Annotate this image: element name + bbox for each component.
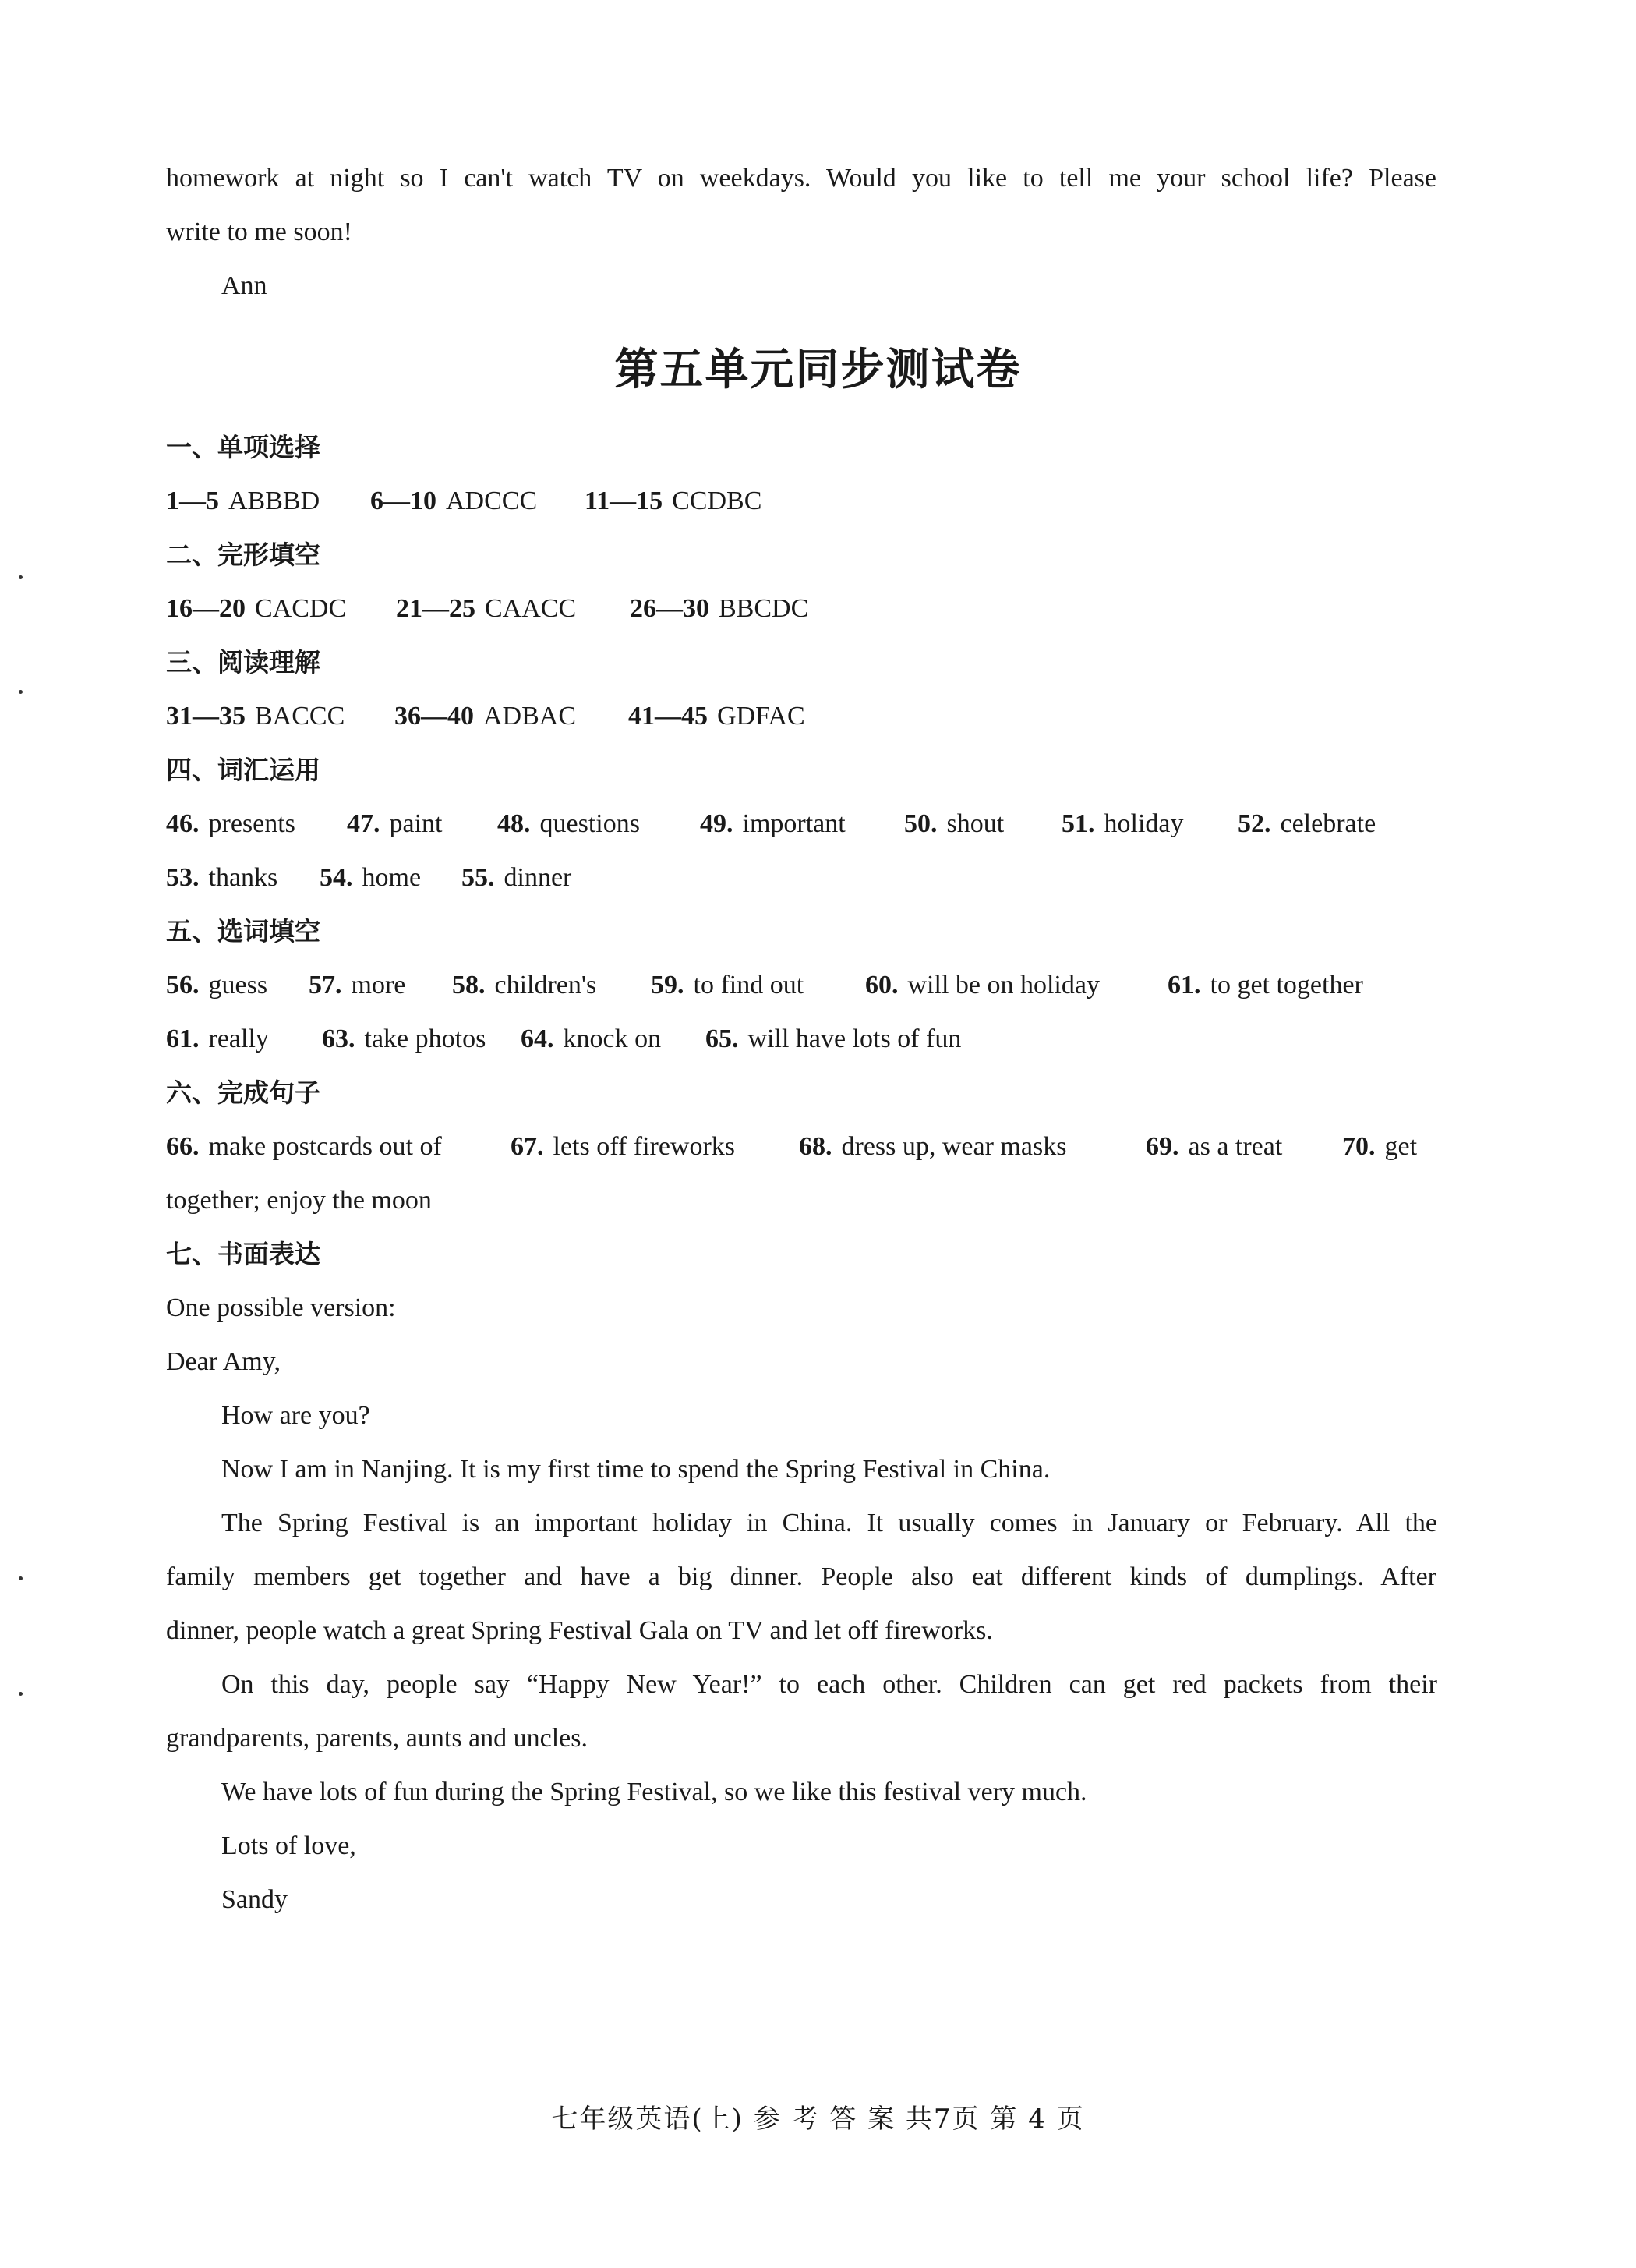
answer-item: 67. lets off fireworks [511, 1132, 736, 1161]
answer-item: 54. home [320, 863, 422, 892]
essay-line: grandparents, parents, aunts and uncles. [166, 1724, 588, 1753]
answer-item: 57. more [309, 971, 406, 1000]
page-footer: 七年级英语(上) 参 考 答 案 共7页 第 4 页 [551, 2103, 1085, 2135]
answer-item: 46. presents [166, 809, 295, 838]
answer-group: 21—25 CAACC [396, 594, 577, 623]
answer-item: 64. knock on [521, 1024, 662, 1053]
section-heading: 三、阅读理解 [166, 647, 320, 678]
essay-line: dinner, people watch a great Spring Festival Gala on TV and let off fireworks. [166, 1616, 993, 1645]
answer-item: 52. celebrate [1238, 809, 1376, 838]
margin-dot [19, 575, 23, 579]
essay-closing: Lots of love, [221, 1831, 356, 1860]
answer-continuation: together; enjoy the moon [166, 1186, 432, 1215]
answer-group: 11—15 CCDBC [585, 487, 762, 515]
section-heading: 七、书面表达 [166, 1239, 320, 1269]
essay-signature: Sandy [221, 1885, 288, 1914]
answer-item: 58. children's [452, 971, 597, 1000]
answer-item: 47. paint [347, 809, 443, 838]
section-heading: 四、词汇运用 [166, 755, 320, 785]
answer-group: 26—30 BBCDC [630, 594, 809, 623]
essay-line: We have lots of fun during the Spring Festival, so we like this festival very much. [221, 1778, 1087, 1806]
margin-dot [19, 690, 23, 694]
section-heading: 六、完成句子 [166, 1077, 320, 1108]
section-heading: 二、完形填空 [166, 540, 320, 570]
answer-item: 66. make postcards out of [166, 1132, 442, 1161]
answer-item: 68. dress up, wear masks [799, 1132, 1067, 1161]
essay-line: Now I am in Nanjing. It is my first time to spend the Spring Festival in China. [221, 1455, 1051, 1484]
answer-item: 48. questions [497, 809, 640, 838]
answer-item: 70. get [1342, 1132, 1418, 1161]
essay-line: family members get together and have a big dinner. People also eat different kinds of dumplings. After [166, 1562, 1436, 1591]
answer-item: 61. really [166, 1024, 269, 1053]
answer-item: 56. guess [166, 971, 268, 1000]
answer-item: 60. will be on holiday [865, 971, 1100, 1000]
section-heading: 五、选词填空 [166, 916, 320, 946]
answer-item: 55. dinner [461, 863, 572, 892]
answer-group: 36—40 ADBAC [394, 702, 577, 731]
essay-line: On this day, people say “Happy New Year!” to each other. Children can get red packets from their [221, 1670, 1437, 1699]
answer-item: 65. will have lots of fun [705, 1024, 962, 1053]
essay-line: The Spring Festival is an important holiday in China. It usually comes in January or February. All the [221, 1509, 1437, 1537]
essay-line: One possible version: [166, 1293, 396, 1322]
essay-line: How are you? [221, 1401, 370, 1430]
intro-line-1: homework at night so I can't watch TV on weekdays. Would you like to tell me your school life? Please [166, 164, 1436, 193]
essay-greeting: Dear Amy, [166, 1347, 281, 1376]
margin-dot [19, 1576, 23, 1580]
intro-line-2: write to me soon! [166, 218, 352, 246]
answer-group: 41—45 GDFAC [628, 702, 805, 731]
answer-group: 6—10 ADCCC [370, 487, 538, 515]
intro-signature: Ann [221, 271, 267, 300]
answer-item: 53. thanks [166, 863, 278, 892]
answer-item: 59. to find out [651, 971, 804, 1000]
section-heading: 一、单项选择 [166, 432, 320, 462]
margin-dot [19, 1692, 23, 1696]
answer-group: 16—20 CACDC [166, 594, 347, 623]
answer-item: 50. shout [904, 809, 1005, 838]
answer-item: 69. as a treat [1146, 1132, 1283, 1161]
answer-group: 31—35 BACCC [166, 702, 345, 731]
answer-item: 63. take photos [322, 1024, 486, 1053]
answer-item: 49. important [700, 809, 846, 838]
page-title: 第五单元同步测试卷 [614, 345, 1022, 395]
answer-item: 51. holiday [1062, 809, 1184, 838]
answer-group: 1—5 ABBBD [166, 487, 320, 515]
answer-item: 61. to get together [1168, 971, 1363, 1000]
